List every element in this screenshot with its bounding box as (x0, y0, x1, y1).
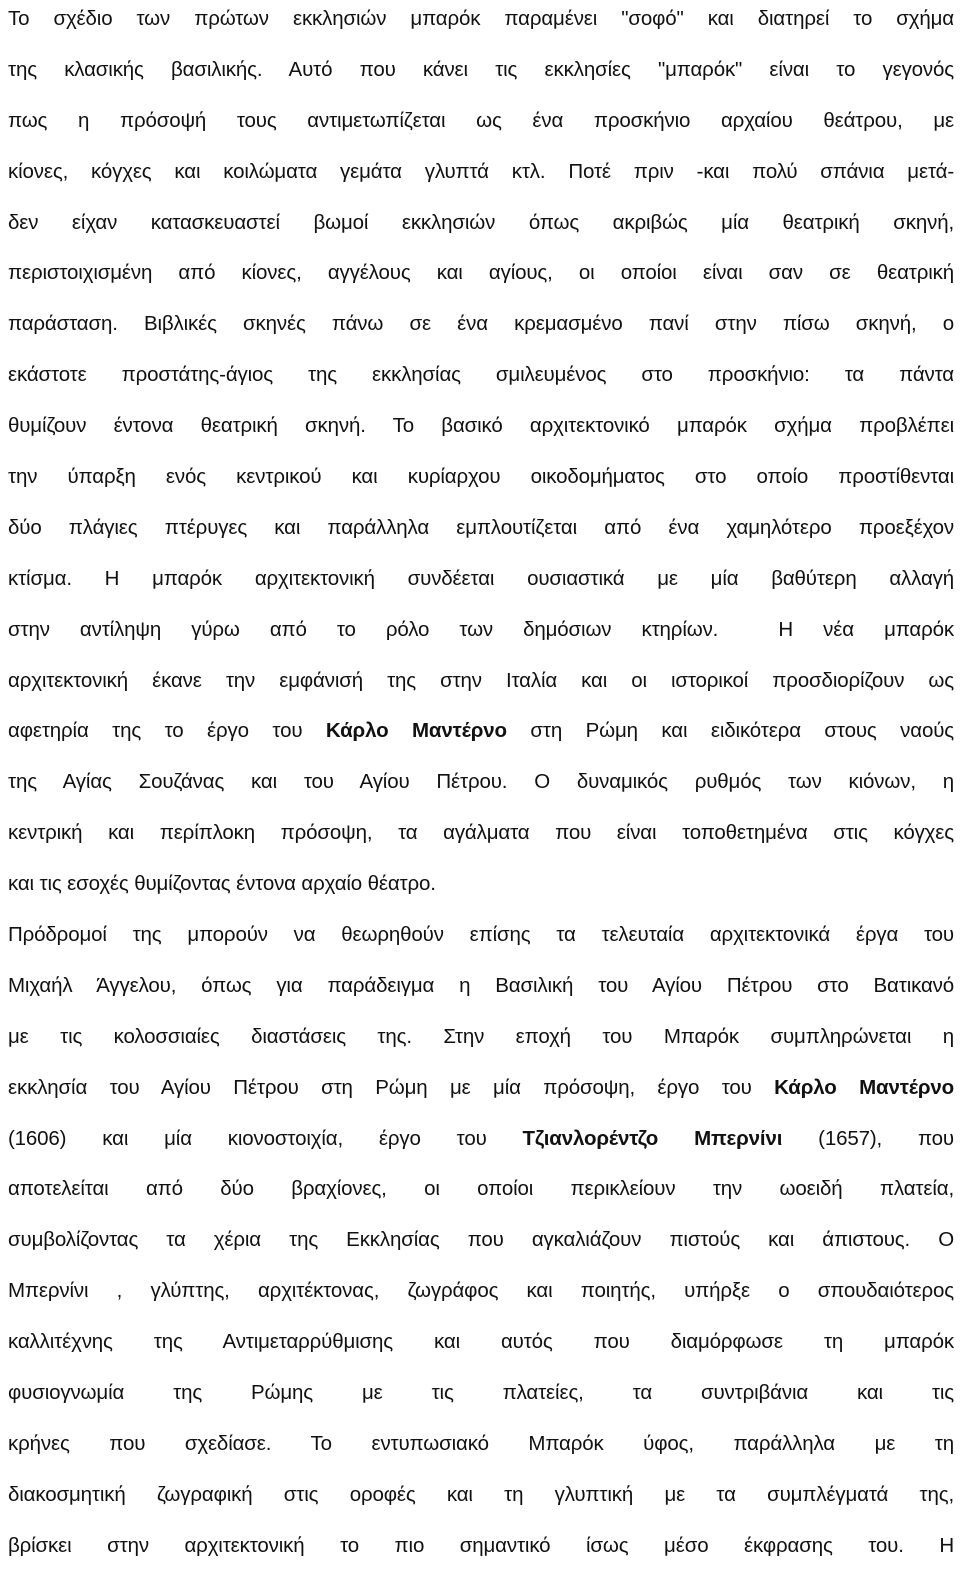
text-line (8, 407, 954, 458)
bold-name: Κάρλο Μαντέρνο (774, 1075, 954, 1099)
text-run: αφετηρία της το έργο του (8, 719, 326, 743)
text-line (8, 458, 954, 509)
text-run: φυσιογνωμία της Ρώμης με τις πλατείες, τα συντριβάνια και τις (8, 1381, 954, 1405)
text-line (8, 509, 954, 560)
text-line (8, 254, 954, 305)
text-run: παράσταση. Βιβλικές σκηνές πάνω σε ένα κρεμασμένο πανί στην πίσω σκηνή, ο (8, 312, 954, 336)
text-run: βρίσκει στην αρχιτεκτονική το πιο σημαντικό ίσως μέσο έκφρασης του. Η (8, 1533, 954, 1557)
text-line (8, 560, 954, 611)
text-line (8, 814, 954, 865)
text-line (8, 1527, 954, 1578)
text-run: Πρόδρομοί της μπορούν να θεωρηθούν επίσης τα τελευταία αρχιτεκτονικά έργα του (8, 923, 954, 947)
text-line (8, 712, 954, 763)
text-run: διακοσμητική ζωγραφική στις οροφές και τη γλυπτική με τα συμπλέγματά της, (8, 1482, 954, 1506)
paragraph (8, 916, 954, 1578)
text-line (8, 1170, 954, 1221)
text-run: στην αντίληψη γύρω από το ρόλο των δημόσιων κτηρίων. Η νέα μπαρόκ (8, 617, 954, 641)
text-line (8, 102, 954, 153)
text-line (8, 1069, 954, 1120)
text-line (8, 1221, 954, 1272)
text-run: της Αγίας Σουζάνας και του Αγίου Πέτρου. Ο δυναμικός ρυθμός των κιόνων, η (8, 770, 954, 794)
text-line (8, 865, 954, 916)
text-run: την ύπαρξη ενός κεντρικού και κυρίαρχου οικοδομήματος στο οποίο προστίθενται (8, 465, 954, 489)
text-line (8, 763, 954, 814)
text-run: συμβολίζοντας τα χέρια της Εκκλησίας που αγκαλιάζουν πιστούς και άπιστους. Ο (8, 1228, 954, 1252)
text-run: Το σχέδιο των πρώτων εκκλησιών μπαρόκ παραμένει "σοφό" και διατηρεί το σχήμα (8, 7, 954, 30)
document-body (8, 0, 954, 1578)
text-line (8, 305, 954, 356)
bold-name: Τζιανλορέντζο Μπερνίνι (522, 1126, 783, 1150)
text-run: αποτελείται από δύο βραχίονες, οι οποίοι περικλείουν την ωοειδή πλατεία, (8, 1177, 954, 1201)
text-line (8, 1120, 954, 1171)
text-run: (1657), που (782, 1126, 954, 1150)
text-line (8, 204, 954, 255)
text-run: πως η πρόσοψή τους αντιμετωπίζεται ως ένα προσκήνιο αρχαίου θεάτρου, με (8, 108, 954, 132)
text-run: περιστοιχισμένη από κίονες, αγγέλους και αγίους, οι οποίοι είναι σαν σε θεατρική (8, 261, 954, 285)
text-run: (1606) και μία κιονοστοιχία, έργο του (8, 1126, 523, 1150)
text-line (8, 662, 954, 713)
text-line (8, 967, 954, 1018)
text-run: εκάστοτε προστάτης-άγιος της εκκλησίας σμιλευμένος στο προσκήνιο: τα πάντα (8, 363, 954, 387)
text-line (8, 0, 954, 51)
text-run: εκκλησία του Αγίου Πέτρου στη Ρώμη με μία πρόσοψη, έργο του (8, 1075, 775, 1099)
text-line (8, 1374, 954, 1425)
text-run: της κλασικής βασιλικής. Αυτό που κάνει τις εκκλησίες "μπαρόκ" είναι το γεγονός (8, 57, 954, 81)
text-run: καλλιτέχνης της Αντιμεταρρύθμισης και αυτός που διαμόρφωσε τη μπαρόκ (8, 1330, 954, 1354)
text-run: κεντρική και περίπλοκη πρόσοψη, τα αγάλματα που είναι τοποθετημένα στις κόγχες (8, 821, 954, 845)
text-line (8, 611, 954, 662)
text-line (8, 356, 954, 407)
text-run: κίονες, κόγχες και κοιλώματα γεμάτα γλυπτά κτλ. Ποτέ πριν -και πολύ σπάνια μετά- (8, 159, 954, 183)
text-run: αρχιτεκτονική έκανε την εμφάνισή της στην Ιταλία και οι ιστορικοί προσδιορίζουν ως (8, 668, 954, 692)
text-run: με τις κολοσσιαίες διαστάσεις της. Στην εποχή του Μπαρόκ συμπληρώνεται η (8, 1024, 954, 1048)
text-line (8, 916, 954, 967)
text-run: θυμίζουν έντονα θεατρική σκηνή. Το βασικό αρχιτεκτονικό μπαρόκ σχήμα προβλέπει (8, 414, 954, 438)
text-run: Μπερνίνι , γλύπτης, αρχιτέκτονας, ζωγράφος και ποιητής, υπήρξε ο σπουδαιότερος (8, 1279, 954, 1303)
paragraph (8, 0, 954, 916)
text-run: κτίσμα. Η μπαρόκ αρχιτεκτονική συνδέεται ουσιαστικά με μία βαθύτερη αλλαγή (8, 566, 954, 590)
text-line (8, 1323, 954, 1374)
text-run: κρήνες που σχεδίασε. Το εντυπωσιακό Μπαρόκ ύφος, παράλληλα με τη (8, 1431, 954, 1455)
text-line (8, 153, 954, 204)
text-line (8, 51, 954, 102)
text-line (8, 1018, 954, 1069)
text-run: Μιχαήλ Άγγελου, όπως για παράδειγμα η Βασιλική του Αγίου Πέτρου στο Βατικανό (8, 973, 954, 997)
bold-name: Κάρλο Μαντέρνο (325, 719, 507, 743)
text-run: στη Ρώμη και ειδικότερα στους ναούς (506, 719, 954, 743)
text-line (8, 1425, 954, 1476)
text-line (8, 1476, 954, 1527)
text-run: δεν είχαν κατασκευαστεί βωμοί εκκλησιών όπως ακριβώς μία θεατρική σκηνή, (8, 210, 954, 234)
text-run: δύο πλάγιες πτέρυγες και παράλληλα εμπλουτίζεται από ένα χαμηλότερο προεξέχον (8, 515, 954, 539)
text-run: και τις εσοχές θυμίζοντας έντονα αρχαίο θέατρο. (8, 872, 436, 896)
text-line (8, 1272, 954, 1323)
